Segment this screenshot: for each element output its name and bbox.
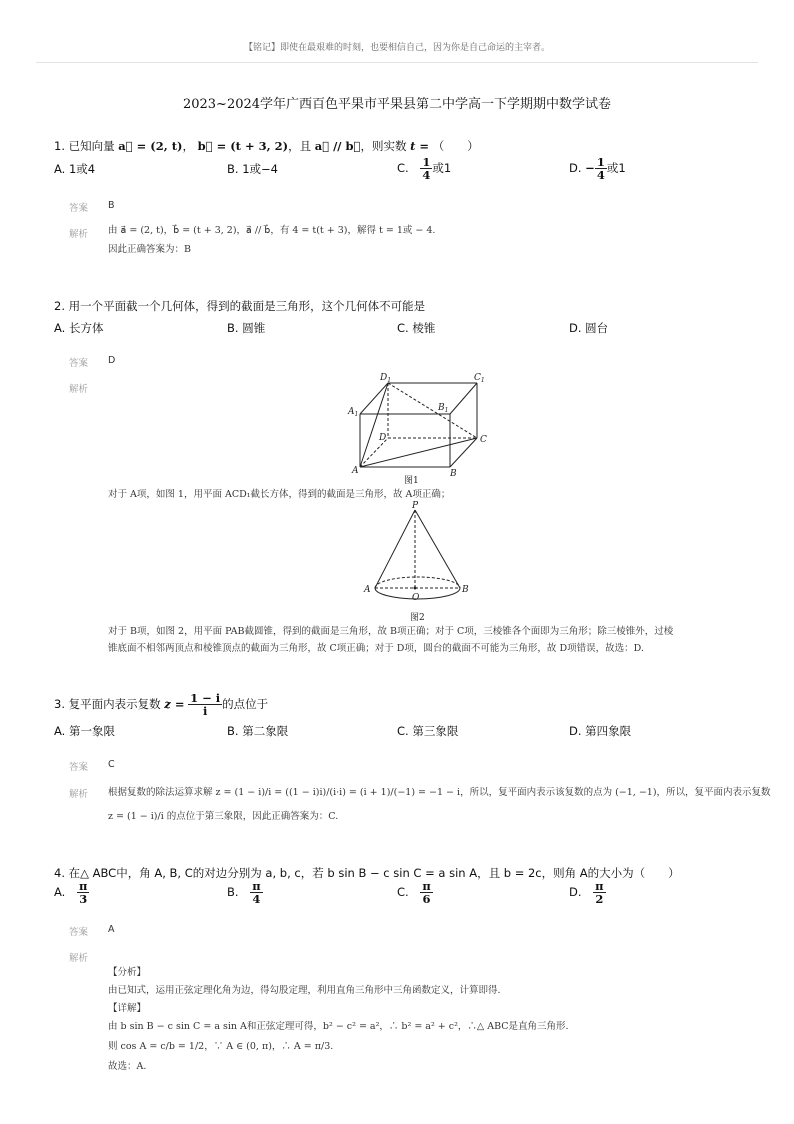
- q1-analysis-label: 解析: [69, 229, 89, 240]
- q1-option-d[interactable]: [569, 156, 626, 181]
- q2-solution-line-2: 对于 B项，如图 2，用平面 PAB截圆锥，得到的截面是三角形，故 B项正确；对于 C项，三棱锥各个面即为三角形；除三棱锥外，过棱: [108, 626, 674, 637]
- q4-option-a-numerator: π: [78, 879, 88, 893]
- q3-solution-line-2: z = (1 − i)/i 的点位于第三象限，因此正确答案为：C.: [108, 811, 339, 822]
- q1-option-b[interactable]: B. 1或−4: [227, 162, 278, 176]
- q4-option-b-label: B.: [227, 885, 239, 900]
- q1-option-d-numerator: 1: [596, 155, 605, 169]
- q1-option-d-denominator: 4: [596, 168, 605, 183]
- q4-option-d[interactable]: [569, 880, 606, 905]
- q2-option-d[interactable]: D. 圆台: [569, 321, 609, 335]
- q2-analysis-label: 解析: [69, 384, 89, 395]
- q4-answer-value: A: [108, 924, 115, 935]
- q3-variable-z: z =: [164, 697, 185, 712]
- q1-option-c-denominator: 4: [422, 168, 431, 183]
- label-p: P: [412, 501, 419, 511]
- q3-analysis-label: 解析: [69, 789, 89, 800]
- q4-option-c-denominator: 6: [422, 892, 431, 907]
- q4-option-a-label: A.: [54, 885, 66, 900]
- q2-option-a[interactable]: A. 长方体: [54, 321, 104, 335]
- q1-solution-line-2: 因此正确答案为：B: [108, 244, 191, 255]
- q1-stem-mid: ，且: [288, 139, 312, 153]
- motto-banner: 【铭记】即使在最艰难的时刻，也要相信自己，因为你是自己命运的主宰者。: [243, 43, 550, 53]
- label-c1: $C_1$: [474, 373, 485, 384]
- q4-option-d-denominator: 2: [595, 892, 604, 907]
- q2-option-c[interactable]: C. 棱锥: [397, 321, 436, 335]
- label-a: A: [352, 466, 359, 476]
- cone-generatrix-left: [375, 510, 415, 588]
- label-d: D: [379, 433, 387, 443]
- q3-stem-numerator: 1 − i: [190, 691, 221, 705]
- q4-option-c-label: C.: [397, 885, 409, 900]
- header-divider: [36, 62, 758, 63]
- q1-answer-value: B: [108, 200, 115, 211]
- section-d1-c: [388, 383, 477, 438]
- q3-option-d[interactable]: D. 第四象限: [569, 724, 632, 738]
- q1-solution-line-1: 由 a⃗ = (2, t)，b⃗ = (t + 3, 2)，a⃗ // b⃗，有 4 = t(t + 3)，解得 t = 1或 − 4.: [108, 225, 436, 236]
- label-c: C: [480, 435, 487, 445]
- q1-vector-a: a⃗ = (2, t): [118, 139, 183, 153]
- center-o-point: [414, 587, 417, 590]
- figure-1-caption: 图1: [404, 476, 419, 486]
- q4-option-b-denominator: 4: [252, 892, 261, 907]
- q2-option-b[interactable]: B. 圆锥: [227, 321, 266, 335]
- q3-option-c[interactable]: C. 第三象限: [397, 724, 459, 738]
- q1-variable: t =: [410, 139, 430, 153]
- label-a1: $A_1$: [348, 407, 359, 418]
- q1-option-a[interactable]: A. 1或4: [54, 162, 96, 176]
- page-title: 2023~2024学年广西百色平果市平果县第二中学高一下学期期中数学试卷: [182, 97, 612, 112]
- q3-answer-value: C: [108, 759, 115, 770]
- q3-option-a[interactable]: A. 第一象限: [54, 724, 115, 738]
- q4-option-d-numerator: π: [595, 879, 604, 893]
- question-3-stem: [54, 692, 268, 717]
- q1-option-c-numerator: 1: [422, 155, 431, 169]
- label-b: B: [450, 469, 457, 479]
- q1-blank: （ ）: [432, 139, 479, 153]
- q1-option-c[interactable]: [397, 156, 451, 181]
- q4-analysis-tag: 【分析】: [108, 967, 147, 978]
- q3-stem-suffix: 的点位于: [222, 697, 269, 712]
- label-b1: $B_1$: [438, 403, 449, 414]
- q1-option-d-label: D.: [569, 161, 582, 176]
- q4-detail-line-3: 故选：A.: [108, 1061, 147, 1072]
- label-d1: $D_1$: [380, 373, 392, 384]
- q3-option-b[interactable]: B. 第二象限: [227, 724, 289, 738]
- figure-2-caption: 图2: [410, 613, 425, 623]
- q3-stem-denominator: i: [202, 704, 208, 719]
- label-o: O: [412, 593, 420, 603]
- q4-option-c-numerator: π: [422, 879, 431, 893]
- q4-analysis-text: 由已知式，运用正弦定理化角为边，得勾股定理，利用直角三角形中三角函数定义，计算即得.: [108, 985, 501, 996]
- q4-answer-label: 答案: [69, 927, 89, 938]
- question-1-stem: 1. 已知向量 a⃗ = (2, t)， b⃗ = (t + 3, 2)，且 a⃗ // b⃗，则实数 t = （ ）: [54, 139, 479, 153]
- q2-answer-label: 答案: [69, 358, 89, 369]
- label-a: A: [364, 585, 371, 595]
- q1-stem-prefix: 1. 已知向量: [54, 139, 115, 153]
- q4-option-a[interactable]: [54, 880, 89, 905]
- figure-1-cuboid: [340, 370, 500, 488]
- q3-answer-label: 答案: [69, 762, 89, 773]
- q2-solution-line-3: 锥底面不相邻两顶点和棱锥顶点的截面为三角形，故 C项正确；对于 D项，圆台的截面不可能为三角形，故 D项错误，故选：D.: [108, 643, 644, 654]
- q4-detail-line-2: 则 cos A = c/b = 1/2，∵ A ∈ (0, π)，∴ A = π/3.: [108, 1041, 334, 1052]
- q2-solution-line-1: 对于 A项，如图 1，用平面 ACD₁截长方体，得到的截面是三角形，故 A项正确；: [108, 489, 451, 500]
- q1-answer-label: 答案: [69, 203, 89, 214]
- q2-answer-value: D: [108, 355, 116, 366]
- q1-parallel-condition: a⃗ // b⃗: [314, 139, 361, 153]
- q4-option-b[interactable]: [227, 880, 263, 905]
- base-back-arc: [375, 577, 460, 588]
- figure-2-cone: [360, 500, 480, 610]
- q3-stem-prefix: 3. 复平面内表示复数: [54, 697, 161, 712]
- q4-analysis-label: 解析: [69, 953, 89, 964]
- q4-option-b-numerator: π: [252, 879, 261, 893]
- q1-option-d-tail: 或1: [606, 161, 626, 176]
- q4-option-a-denominator: 3: [79, 892, 88, 907]
- q1-vector-b: b⃗ = (t + 3, 2): [197, 139, 289, 153]
- edge-b1-c1: [450, 383, 477, 414]
- q4-option-d-label: D.: [569, 885, 582, 900]
- q4-detail-tag: 【详解】: [108, 1003, 147, 1014]
- q4-detail-line-1: 由 b sin B − c sin C = a sin A和正弦定理可得，b² − c² = a²，∴ b² = a² + c²，∴△ ABC是直角三角形.: [108, 1021, 569, 1032]
- section-d1-a: [360, 383, 388, 467]
- edge-a1-d1: [360, 383, 388, 414]
- cone-generatrix-right: [415, 510, 460, 588]
- q1-stem-tail: ，则实数: [360, 139, 407, 153]
- section-a-c: [360, 438, 477, 467]
- q3-solution-line-1: 根据复数的除法运算求解 z = (1 − i)/i = ((1 − i)i)/(i·i) = (i + 1)/(−1) = −1 − i，所以，复平面内表示该复数的点为 (−1, −1)，所以，复平面内表示复数: [108, 787, 771, 798]
- q1-option-c-label: C.: [397, 161, 409, 176]
- label-b: B: [462, 585, 469, 595]
- edge-b-c: [450, 438, 477, 467]
- q4-option-c[interactable]: [397, 880, 433, 905]
- question-4-stem: 4. 在△ ABC中，角 A, B, C的对边分别为 a, b, c，若 b sin B − c sin C = a sin A，且 b = 2c，则角 A的大小为（ ）: [54, 866, 680, 880]
- q1-option-c-tail: 或1: [432, 161, 452, 176]
- q1-option-d-sign: −: [585, 161, 595, 176]
- question-2-stem: 2. 用一个平面截一个几何体，得到的截面是三角形，这个几何体不可能是: [54, 299, 426, 313]
